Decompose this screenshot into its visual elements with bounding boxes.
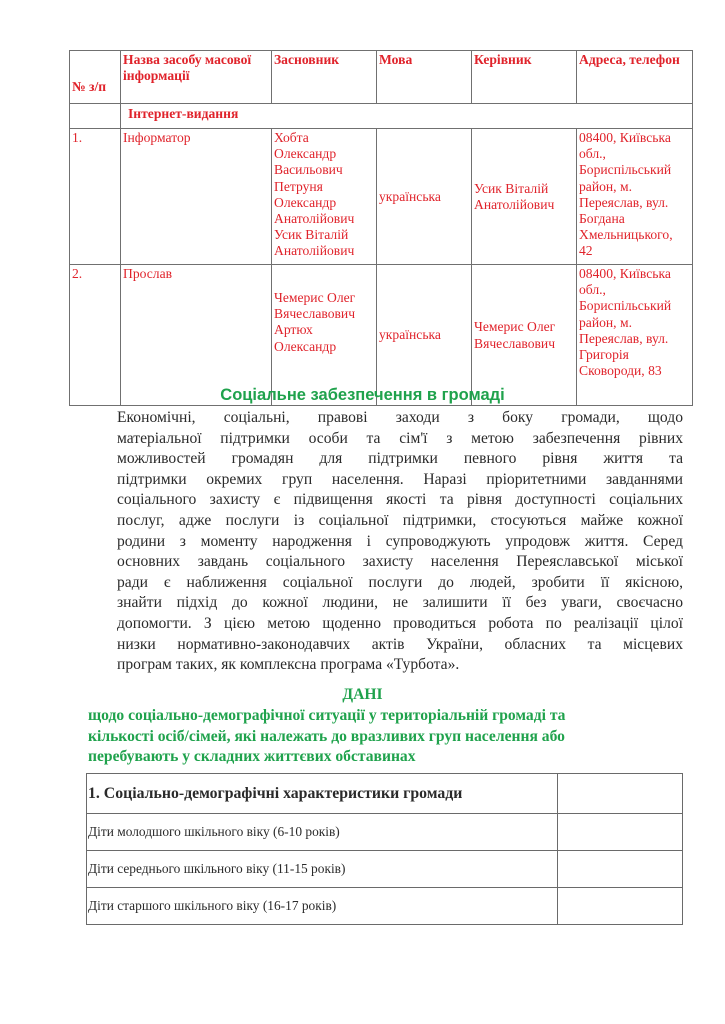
founder-line: Артюх bbox=[274, 322, 313, 338]
row-founder bbox=[272, 265, 377, 406]
row-language: українська bbox=[377, 129, 472, 265]
data-subtitle bbox=[88, 706, 688, 768]
header-language: Мова bbox=[377, 51, 472, 104]
header-media-name-line-2: інформації bbox=[123, 68, 190, 84]
row-address bbox=[577, 265, 693, 406]
body-line: програм таких, як комплексна програма «Турбота». bbox=[117, 656, 460, 674]
data-subtitle-line: щодо соціально-демографічної ситуації у територіальній громаді та bbox=[88, 707, 566, 724]
demographics-row-label: Діти старшого шкільного віку (16-17 років) bbox=[87, 888, 558, 925]
address-line: Бориспільський bbox=[579, 298, 672, 314]
header-media-name-line-1: Назва засобу масової bbox=[123, 52, 252, 67]
table-row bbox=[87, 888, 683, 925]
section-label: Інтернет-видання bbox=[128, 106, 239, 121]
header-address: Адреса, телефон bbox=[577, 51, 693, 104]
demographics-header-label: 1. Соціально-демографічні характеристики громади bbox=[87, 774, 558, 814]
demographics-row-label: Діти середнього шкільного віку (11-15 років) bbox=[87, 851, 558, 888]
section-empty-cell bbox=[70, 104, 121, 129]
demographics-row-value bbox=[558, 888, 683, 925]
body-line: знайти підхід до кожної людини, не залишити її без уваги, своєчасно bbox=[117, 594, 683, 612]
header-number: № з/п bbox=[70, 51, 121, 104]
section-cell bbox=[121, 104, 693, 129]
data-subtitle-line: перебувають у складних життєвих обставинах bbox=[88, 748, 416, 766]
demographics-header-row bbox=[87, 774, 683, 814]
header-founder: Засновник bbox=[272, 51, 377, 104]
table-row bbox=[70, 129, 693, 265]
row-founder bbox=[272, 129, 377, 265]
founder-line: Анатолійович bbox=[274, 211, 355, 227]
header-media-name bbox=[121, 51, 272, 104]
table-row bbox=[87, 851, 683, 888]
address-line: Григорія bbox=[579, 347, 629, 363]
founder-line: Олександр bbox=[274, 194, 337, 210]
media-outlets-table bbox=[69, 50, 693, 406]
body-line: соціального захисту є підвищення якості та рівня доступності соціальних bbox=[117, 491, 683, 509]
body-line: послуг, адже послуги із соціальної підтримки, стосуються майже кожної bbox=[117, 511, 683, 529]
founder-line: Вячеславович bbox=[274, 306, 356, 322]
row-media-name: Прослав bbox=[121, 265, 272, 406]
address-line: 08400, Київська bbox=[579, 266, 671, 281]
body-line: підтримки окремих груп населення. Наразі пріоритетними завданнями bbox=[117, 470, 683, 488]
body-line: матеріальної підтримки особи та сім'ї з метою забезпечення рівних bbox=[117, 429, 683, 447]
address-line: обл., bbox=[579, 146, 606, 162]
founder-line: Олександр bbox=[274, 146, 337, 162]
row-media-name: Інформатор bbox=[121, 129, 272, 265]
director-line: Усик Віталій bbox=[474, 180, 549, 196]
body-line: можливостей громадян для підтримки певного рівня життя та bbox=[117, 450, 683, 468]
body-line: ради є наближення соціальної послуги до людей, зробити її якісною, bbox=[117, 573, 683, 591]
address-line: 08400, Київська bbox=[579, 130, 671, 145]
address-line: Хмельницького, bbox=[579, 227, 673, 243]
founder-line: Чемерис Олег bbox=[274, 290, 356, 305]
address-line: Бориспільський bbox=[579, 162, 672, 178]
header-director: Керівник bbox=[472, 51, 577, 104]
body-line: основних завдань соціального захисту населення Переяславської міської bbox=[117, 553, 683, 571]
founder-line: Хобта bbox=[274, 130, 309, 145]
body-line: Економічні, соціальні, правові заходи з боку громади, щодо bbox=[117, 409, 683, 426]
founder-line: Анатолійович bbox=[274, 243, 355, 259]
data-title: ДАНІ bbox=[342, 686, 383, 703]
demographics-row-label: Діти молодшого шкільного віку (6-10 років) bbox=[87, 814, 558, 851]
data-subtitle-line: кількості осіб/сімей, які належать до вразливих груп населення або bbox=[88, 727, 565, 745]
row-number: 2. bbox=[70, 265, 121, 406]
director-line: Анатолійович bbox=[474, 197, 555, 212]
founder-line: Петруня bbox=[274, 178, 323, 194]
media-table-section-row bbox=[70, 104, 693, 129]
founder-line: Олександр bbox=[274, 338, 337, 354]
address-line: обл., bbox=[579, 282, 606, 298]
address-line: Богдана bbox=[579, 211, 625, 227]
body-paragraph bbox=[117, 408, 683, 676]
address-line: Сковороди, 83 bbox=[579, 363, 662, 379]
table-row bbox=[87, 814, 683, 851]
demographics-row-value bbox=[558, 814, 683, 851]
address-line: район, м. bbox=[579, 178, 632, 194]
section-title: Соціальне забезпечення в громаді bbox=[220, 386, 505, 404]
director-line: Вячеславович bbox=[474, 335, 556, 351]
row-number: 1. bbox=[70, 129, 121, 265]
founder-line: Васильович bbox=[274, 162, 343, 178]
address-line: Переяслав, вул. bbox=[579, 330, 669, 346]
media-table-header-row bbox=[70, 51, 693, 104]
address-line: Переяслав, вул. bbox=[579, 194, 669, 210]
body-line: родини з моменту народження і супроводжують упродовж життя. Серед bbox=[117, 532, 683, 550]
row-director bbox=[472, 129, 577, 265]
demographics-header-value bbox=[558, 774, 683, 814]
demographics-row-value bbox=[558, 851, 683, 888]
row-director bbox=[472, 265, 577, 406]
table-row bbox=[70, 265, 693, 406]
address-line: 42 bbox=[579, 243, 593, 259]
founder-line: Усик Віталій bbox=[274, 227, 349, 243]
row-language: українська bbox=[377, 265, 472, 406]
body-line: допомогти. З цією метою щоденно проводиться робота по реалізації цілої bbox=[117, 614, 683, 632]
row-address bbox=[577, 129, 693, 265]
body-line: низки нормативно-законодавчих актів України, обласних та місцевих bbox=[117, 635, 683, 653]
director-line: Чемерис Олег bbox=[474, 319, 556, 335]
demographics-table bbox=[86, 773, 683, 925]
address-line: район, м. bbox=[579, 314, 632, 330]
